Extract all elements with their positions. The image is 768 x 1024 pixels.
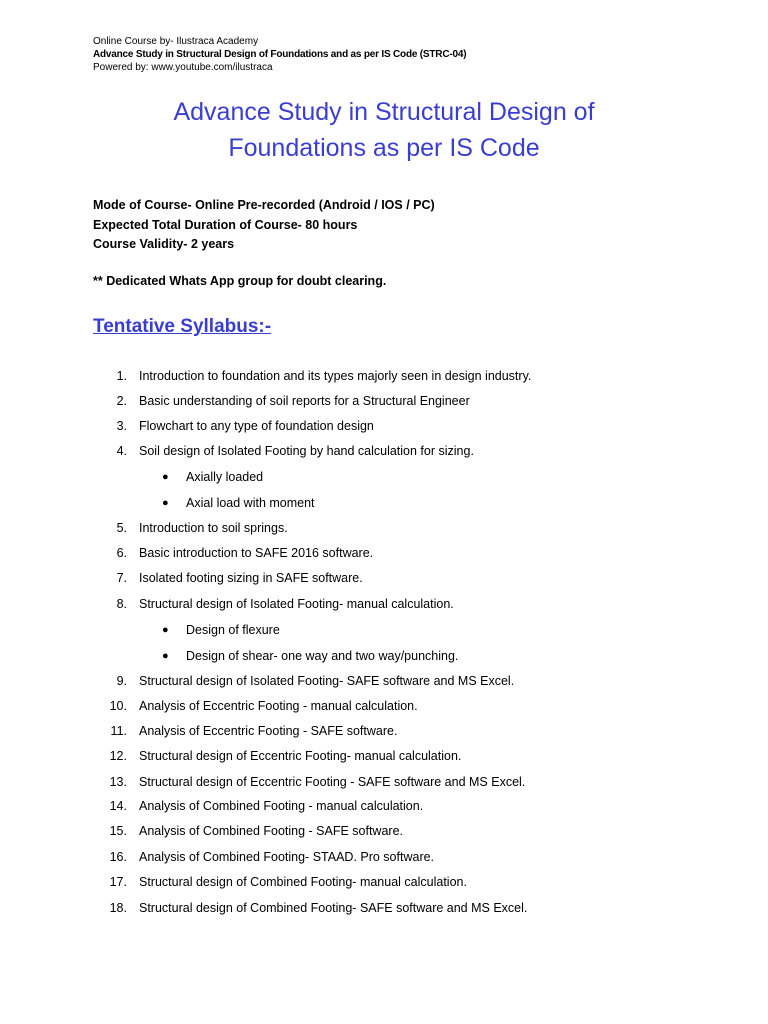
- title-line-2: Foundations as per IS Code: [228, 134, 540, 162]
- syllabus-item-text: Analysis of Eccentric Footing - SAFE software.: [139, 724, 398, 738]
- syllabus-item-number: 7.: [116, 571, 127, 585]
- syllabus-item-number: 2.: [116, 394, 127, 408]
- syllabus-item-number: 10.: [109, 699, 127, 713]
- course-duration: Expected Total Duration of Course- 80 hours: [93, 217, 358, 232]
- syllabus-subitem-text: Axially loaded: [186, 470, 264, 484]
- bullet-icon: ●: [162, 497, 169, 509]
- course-info: [93, 196, 435, 255]
- syllabus-item-text: Introduction to foundation and its types majorly seen in design industry.: [139, 369, 532, 383]
- header-powered-by: Powered by: www.youtube.com/ilustraca: [93, 62, 273, 73]
- syllabus-item-text: Basic introduction to SAFE 2016 software.: [139, 546, 374, 560]
- syllabus-item-text: Analysis of Eccentric Footing - manual calculation.: [139, 699, 418, 713]
- syllabus-item-number: 11.: [110, 724, 127, 738]
- syllabus-item-text: Structural design of Combined Footing- manual calculation.: [139, 875, 467, 889]
- whatsapp-note: ** Dedicated Whats App group for doubt clearing.: [93, 274, 387, 288]
- bullet-icon: ●: [162, 650, 169, 662]
- syllabus-item-text: Analysis of Combined Footing - manual calculation.: [139, 799, 424, 813]
- syllabus-item-text: Isolated footing sizing in SAFE software.: [139, 571, 363, 585]
- page-header: [93, 35, 466, 74]
- syllabus-item-number: 6.: [116, 546, 127, 560]
- syllabus-item-number: 16.: [109, 850, 127, 864]
- syllabus-item-text: Introduction to soil springs.: [139, 521, 288, 535]
- syllabus-item-number: 5.: [116, 521, 127, 535]
- syllabus-item-number: 14.: [109, 799, 127, 813]
- syllabus-item-number: 8.: [116, 597, 127, 611]
- syllabus-subitem-text: Axial load with moment: [186, 496, 315, 510]
- syllabus-item-text: Structural design of Isolated Footing- manual calculation.: [139, 597, 454, 611]
- syllabus-subitem-text: Design of shear- one way and two way/punching.: [186, 649, 459, 663]
- syllabus-item-number: 17.: [109, 875, 127, 889]
- syllabus-item-text: Soil design of Isolated Footing by hand calculation for sizing.: [139, 444, 474, 458]
- syllabus-item-number: 18.: [109, 901, 127, 915]
- syllabus-item-text: Flowchart to any type of foundation design: [139, 419, 374, 433]
- syllabus-item-number: 1.: [116, 369, 127, 383]
- course-mode: Mode of Course- Online Pre-recorded (Android / IOS / PC): [93, 198, 435, 212]
- syllabus-item-text: Structural design of Eccentric Footing - SAFE software and MS Excel.: [139, 775, 526, 789]
- syllabus-item-number: 13.: [109, 775, 127, 789]
- syllabus-item-text: Analysis of Combined Footing- STAAD. Pro software.: [139, 850, 435, 864]
- syllabus-item-text: Structural design of Isolated Footing- SAFE software and MS Excel.: [139, 674, 515, 688]
- course-validity: Course Validity- 2 years: [93, 237, 235, 251]
- syllabus-item-number: 4.: [116, 444, 127, 458]
- syllabus-subitem-text: Design of flexure: [186, 623, 280, 637]
- syllabus-item-text: Basic understanding of soil reports for a Structural Engineer: [139, 394, 470, 408]
- syllabus-item-number: 9.: [116, 674, 127, 688]
- syllabus-item-number: 15.: [109, 824, 127, 838]
- header-course-title: Advance Study in Structural Design of Foundations and as per IS Code (STRC-04): [93, 49, 467, 60]
- syllabus-item-text: Structural design of Combined Footing- SAFE software and MS Excel.: [139, 901, 528, 915]
- syllabus-item-text: Structural design of Eccentric Footing- manual calculation.: [139, 749, 462, 763]
- syllabus-item-number: 3.: [116, 419, 127, 433]
- syllabus-item-text: Analysis of Combined Footing - SAFE software.: [139, 824, 404, 838]
- syllabus-item-number: 12.: [109, 749, 127, 763]
- syllabus-heading: Tentative Syllabus:-: [93, 316, 272, 337]
- header-academy: Online Course by- Ilustraca Academy: [93, 36, 259, 47]
- title-line-1: Advance Study in Structural Design of: [173, 98, 595, 126]
- bullet-icon: ●: [162, 471, 169, 483]
- bullet-icon: ●: [162, 624, 169, 636]
- document-title: [0, 94, 768, 166]
